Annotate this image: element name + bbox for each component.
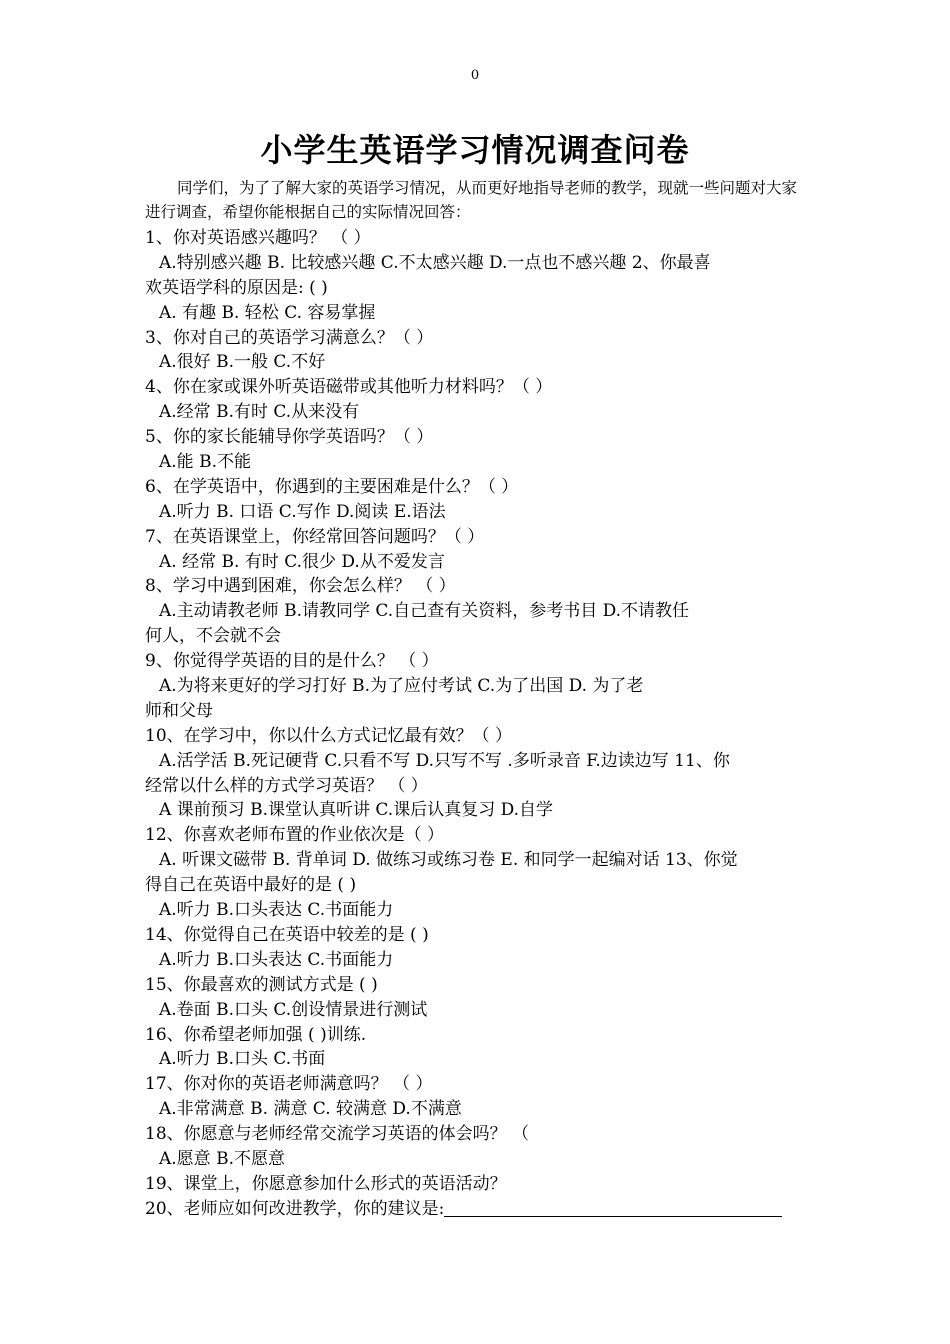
question-line-suggestion	[145, 1197, 810, 1222]
question-list	[145, 226, 810, 1222]
answer-options-line: A.愿意 B.不愿意	[159, 1148, 285, 1169]
answer-options-line: A.经常 B.有时 C.从来没有	[159, 402, 360, 423]
answer-options-line: A.听力 B. 口语 C.写作 D.阅读 E.语法	[159, 501, 446, 522]
page-title: 小学生英语学习情况调查问卷	[260, 131, 690, 169]
question-line: 6、在学英语中，你遇到的主要困难是什么？（ ）	[145, 476, 519, 497]
question-line: 9、你觉得学英语的目的是什么？ （ ）	[145, 651, 439, 672]
question-line: 18、你愿意与老师经常交流学习英语的体会吗？ （	[145, 1124, 530, 1145]
answer-options-line: A.听力 B.口头表达 C.书面能力	[159, 900, 394, 921]
answer-options-line: A.能 B.不能	[159, 452, 251, 473]
page-number: 0	[470, 68, 480, 83]
question-line: 16、你希望老师加强 ( )训练.	[145, 1024, 367, 1045]
question-line: 14、你觉得自己在英语中较差的是 ( )	[145, 924, 429, 945]
question-line: 4、你在家或课外听英语磁带或其他听力材料吗？（ ）	[145, 377, 553, 398]
answer-options-line: A.主动请教老师 B.请教同学 C.自己查有关资料，参考书目 D.不请教任	[159, 601, 690, 622]
answer-options-line: A. 经常 B. 有时 C.很少 D.从不爱发言	[159, 551, 445, 572]
question-line: 1、你对英语感兴趣吗？ （ ）	[145, 228, 371, 248]
question-line: 8、学习中遇到困难，你会怎么样？ （ ）	[145, 576, 456, 597]
answer-options-line: A.非常满意 B. 满意 C. 较满意 D.不满意	[159, 1099, 462, 1120]
answer-options-line: A.听力 B.口头 C.书面	[159, 1049, 326, 1070]
answer-options-line: A. 听课文磁带 B. 背单词 D. 做练习或练习卷 E. 和同学一起编对话 13、你觉	[159, 850, 738, 871]
question-line: 得自己在英语中最好的是 ( )	[145, 875, 357, 896]
question-line: 何人，不会就不会	[145, 626, 281, 647]
question-line: 10、在学习中，你以什么方式记忆最有效？（ ）	[145, 725, 513, 746]
question-line: 15、你最喜欢的测试方式是 ( )	[145, 974, 378, 995]
answer-options-line: A. 有趣 B. 轻松 C. 容易掌握	[159, 302, 376, 323]
question-line: 5、你的家长能辅导你学英语吗？（ ）	[145, 427, 434, 448]
question-line: 17、你对你的英语老师满意吗？ （ ）	[145, 1074, 433, 1095]
answer-options-line: A.为将来更好的学习打好 B.为了应付考试 C.为了出国 D. 为了老	[159, 676, 644, 697]
answer-options-line: A.很好 B.一般 C.不好	[159, 352, 326, 373]
answer-options-line: A.卷面 B.口头 C.创设情景进行测试	[159, 999, 428, 1020]
question-text: 20、老师应如何改进教学，你的建议是:	[145, 1198, 445, 1219]
question-line: 12、你喜欢老师布置的作业依次是（ ）	[145, 825, 445, 846]
answer-options-line: A.听力 B.口头表达 C.书面能力	[159, 949, 394, 970]
question-line: 19、课堂上，你愿意参加什么形式的英语活动？	[145, 1173, 507, 1194]
answer-options-line: A.特别感兴趣 B. 比较感兴趣 C.不太感兴趣 D.一点也不感兴趣 2、你最喜	[159, 252, 711, 273]
question-line: 3、你对自己的英语学习满意么？（ ）	[145, 327, 434, 348]
answer-options-line: A.活学活 B.死记硬背 C.只看不写 D.只写不写 .多听录音 F.边读边写 11、你	[159, 750, 730, 771]
question-line: 师和父母	[145, 700, 213, 721]
answer-options-line: A 课前预习 B.课堂认真听讲 C.课后认真复习 D.自学	[159, 800, 554, 821]
question-line: 欢英语学科的原因是: ( )	[145, 277, 328, 298]
answer-blank-line[interactable]	[444, 1198, 782, 1217]
question-line: 经常以什么样的方式学习英语？ （ ）	[145, 775, 428, 796]
intro-paragraph: 同学们，为了了解大家的英语学习情况，从而更好地指导老师的教学，现就一些问题对大家进行调查，希望你能根据自己的实际情况回答：	[145, 179, 798, 221]
question-line: 7、在英语课堂上，你经常回答问题吗？（ ）	[145, 526, 485, 547]
